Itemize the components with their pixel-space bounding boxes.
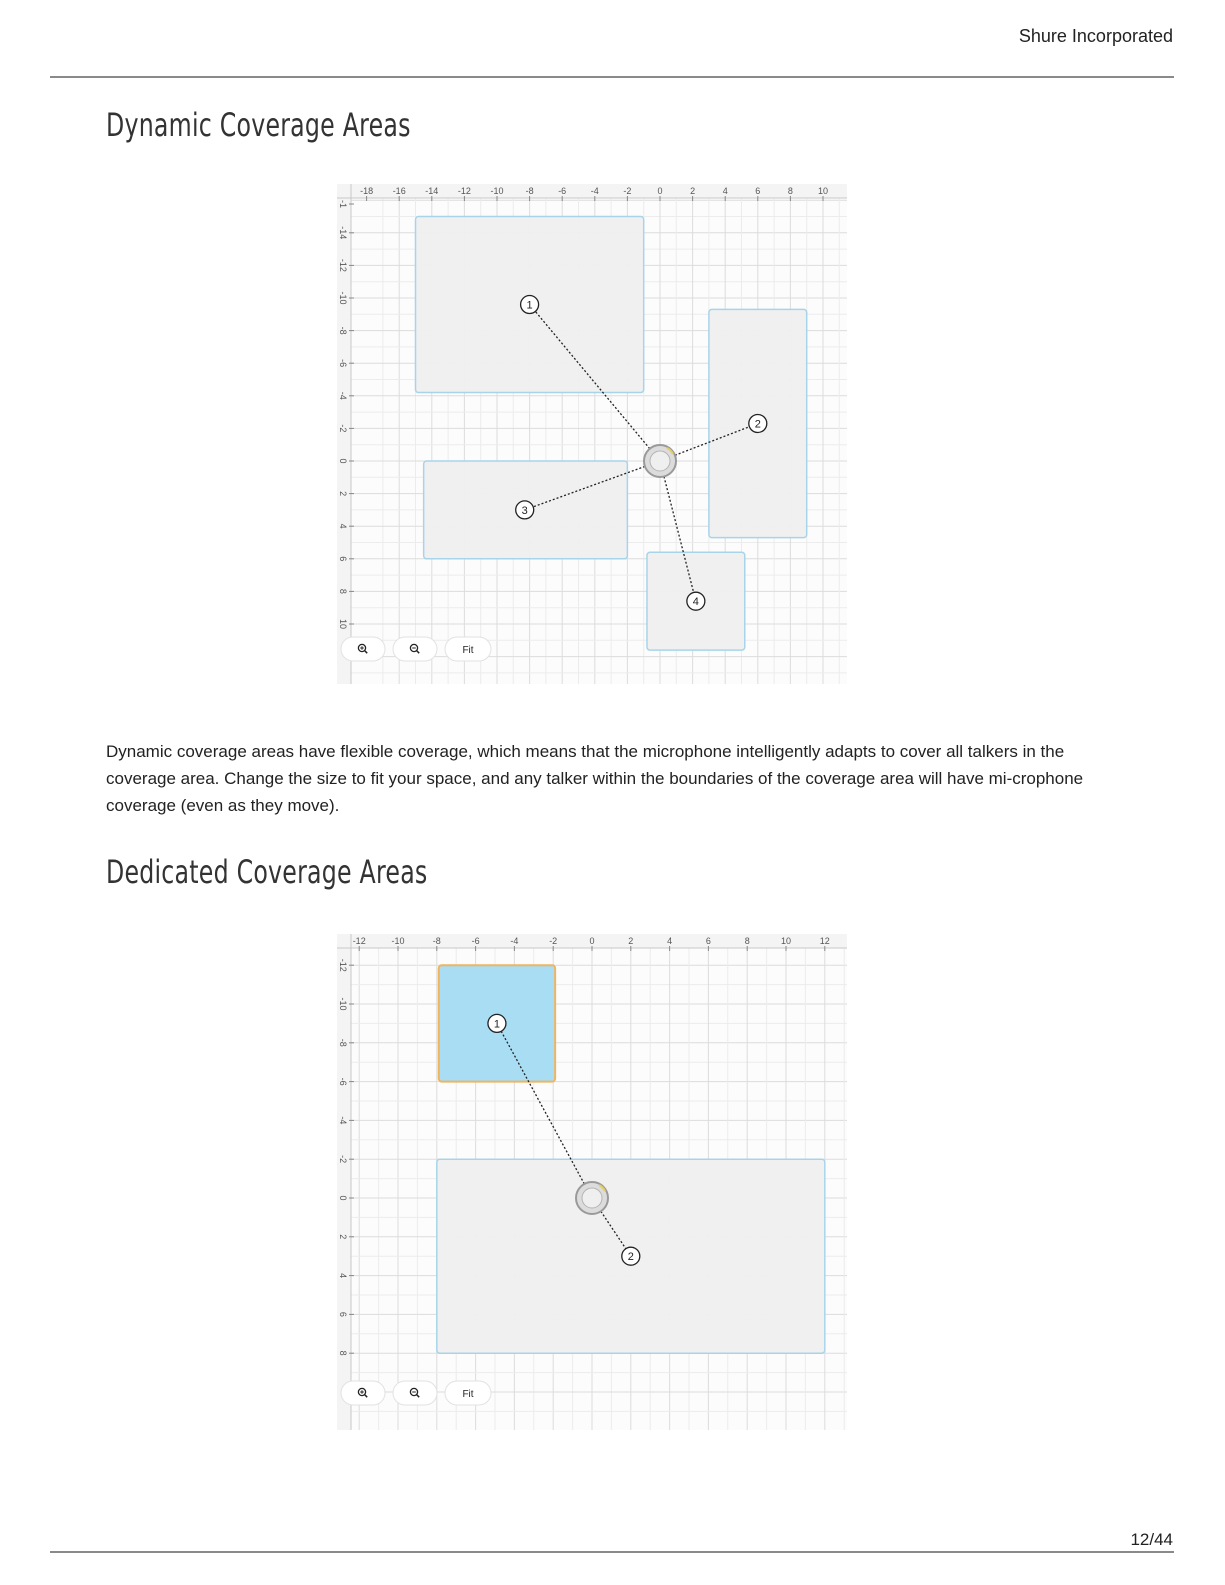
x-tick-label: -8 xyxy=(525,186,534,196)
x-tick-label: -8 xyxy=(432,936,441,946)
fit-label: Fit xyxy=(462,645,474,656)
talker-marker[interactable] xyxy=(622,1247,640,1265)
talker-number: 1 xyxy=(493,1018,501,1031)
x-tick-label: 12 xyxy=(819,936,830,946)
talker-number: 1 xyxy=(526,299,533,312)
x-tick-label: -4 xyxy=(510,936,519,946)
x-tick-label: 10 xyxy=(780,936,792,946)
talker-marker[interactable] xyxy=(488,1014,506,1032)
y-tick-label: -8 xyxy=(338,1038,348,1047)
section-heading-dynamic: Dynamic Coverage Areas xyxy=(106,106,411,144)
microphone-icon[interactable] xyxy=(644,445,676,477)
x-tick-label: -16 xyxy=(392,186,406,196)
footer-divider xyxy=(50,1551,1174,1553)
y-tick-label: 2 xyxy=(338,1234,348,1240)
dedicated-coverage-figure xyxy=(337,934,847,1430)
x-tick-label: 8 xyxy=(744,936,750,946)
x-tick-label: -4 xyxy=(590,186,599,196)
y-tick-label: 4 xyxy=(338,523,348,529)
section-heading-dedicated: Dedicated Coverage Areas xyxy=(106,853,428,891)
y-tick-label: 6 xyxy=(338,556,348,562)
talker-number: 3 xyxy=(521,504,528,517)
y-tick-label: -2 xyxy=(338,424,348,433)
x-tick-label: -14 xyxy=(425,186,439,196)
zoom-in-button[interactable] xyxy=(341,637,385,661)
dynamic-coverage-map xyxy=(337,184,847,684)
x-tick-label: -2 xyxy=(549,936,558,946)
talker-number: 2 xyxy=(627,1251,634,1264)
x-tick-label: 10 xyxy=(817,186,829,196)
x-tick-label: 2 xyxy=(628,936,634,946)
y-tick-label: -10 xyxy=(338,997,348,1011)
talker-marker[interactable] xyxy=(516,501,534,519)
y-tick-label: -12 xyxy=(338,958,348,972)
x-tick-label: -6 xyxy=(471,936,480,946)
fit-label: Fit xyxy=(462,1389,474,1400)
x-tick-label: 4 xyxy=(667,936,673,946)
header-divider xyxy=(50,76,1174,78)
body-paragraph: Dynamic coverage areas have flexible coverage, which means that the microphone intelligently adapts to cover all talkers in the coverage area. Change the size to fit your space, and any talker within the boundaries of the coverage area will have mi-crophone coverage (even as they move). xyxy=(106,742,1084,815)
x-tick-label: -6 xyxy=(558,186,567,196)
zoom-out-button[interactable] xyxy=(393,1381,437,1405)
y-tick-label: -6 xyxy=(338,359,348,368)
x-tick-label: -10 xyxy=(490,186,504,196)
fit-button[interactable] xyxy=(445,637,491,661)
x-tick-label: -12 xyxy=(352,936,366,946)
talker-number: 4 xyxy=(692,596,699,609)
y-tick-label: 4 xyxy=(338,1273,348,1279)
x-tick-label: 8 xyxy=(787,186,793,196)
y-tick-label: -4 xyxy=(338,391,348,400)
y-tick-label: -14 xyxy=(338,226,348,240)
y-tick-label: -12 xyxy=(338,258,348,272)
header-company-name: Shure Incorporated xyxy=(1018,26,1173,46)
y-tick-label: -8 xyxy=(338,326,348,335)
zoom-in-button[interactable] xyxy=(341,1381,385,1405)
x-tick-label: 0 xyxy=(589,936,595,946)
y-tick-label: -10 xyxy=(338,291,348,305)
page-number: 12/44 xyxy=(1130,1530,1173,1549)
fit-button[interactable] xyxy=(445,1381,491,1405)
x-tick-label: 4 xyxy=(722,186,728,196)
zoom-out-button[interactable] xyxy=(393,637,437,661)
x-tick-label: -2 xyxy=(623,186,632,196)
x-tick-label: 0 xyxy=(657,186,663,196)
y-tick-label: 0 xyxy=(338,1195,348,1201)
microphone-icon[interactable] xyxy=(576,1182,608,1214)
y-tick-label: 10 xyxy=(338,618,348,630)
x-tick-label: -18 xyxy=(360,186,374,196)
x-tick-label: 2 xyxy=(690,186,696,196)
x-tick-label: 6 xyxy=(705,936,711,946)
y-tick-label: -1 xyxy=(338,199,348,209)
dynamic-coverage-figure xyxy=(337,184,847,684)
y-tick-label: 8 xyxy=(338,588,348,594)
talker-marker[interactable] xyxy=(687,592,705,610)
x-tick-label: -12 xyxy=(457,186,471,196)
y-tick-label: -4 xyxy=(338,1116,348,1125)
y-tick-label: -2 xyxy=(338,1155,348,1164)
talker-marker[interactable] xyxy=(521,296,539,314)
dedicated-coverage-map xyxy=(337,934,847,1430)
y-tick-label: 0 xyxy=(338,458,348,464)
x-tick-label: 6 xyxy=(755,186,761,196)
y-tick-label: 2 xyxy=(338,491,348,497)
talker-number: 2 xyxy=(754,418,761,431)
y-tick-label: -6 xyxy=(338,1077,348,1086)
x-tick-label: -10 xyxy=(391,936,405,946)
y-tick-label: 6 xyxy=(338,1311,348,1317)
y-tick-label: 8 xyxy=(338,1350,348,1356)
talker-marker[interactable] xyxy=(749,415,767,433)
